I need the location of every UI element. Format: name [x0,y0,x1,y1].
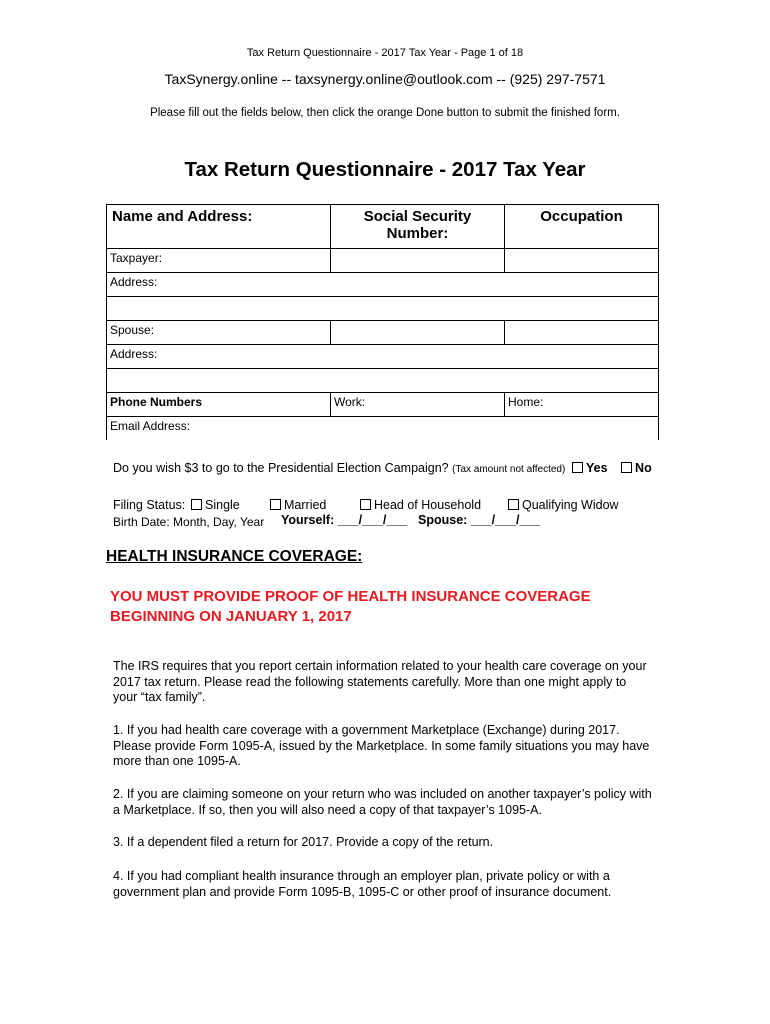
health-item-4: 4. If you had compliant health insurance through an employer plan, private policy or with a government plan and provide Form 1095-B, 1095-C or other proof of insurance document. [113,869,612,899]
married-label: Married [284,498,327,512]
election-yes-checkbox[interactable] [572,461,608,475]
email-field[interactable]: Email Address: [107,417,659,441]
taxpayer-field[interactable]: Taxpayer: [107,249,331,273]
spouse-field[interactable]: Spouse: [107,321,331,345]
name-address-header: Name and Address: [107,205,331,249]
taxpayer-address-field[interactable]: Address: [107,273,659,297]
checkbox-icon [572,462,583,473]
checkbox-icon [191,499,202,510]
health-item-3: 3. If a dependent filed a return for 2017. Provide a copy of the return. [113,835,494,849]
election-question-row [113,461,565,475]
occupation-header: Occupation [505,205,659,249]
qualifying-widow-label: Qualifying Widow [522,498,619,512]
proof-warning: YOU MUST PROVIDE PROOF OF HEALTH INSURANCE COVERAGE BEGINNING ON JANUARY 1, 2017 [110,588,591,625]
spouse-address-line2-field[interactable] [107,369,659,393]
spouse-ssn-field[interactable] [331,321,505,345]
health-intro-paragraph: The IRS requires that you report certain information related to your health care coverage on your 2017 tax return. Please read the following statements carefully. More than one might apply to your “tax family”. [113,659,647,704]
filing-hoh-checkbox[interactable] [360,498,481,512]
no-label: No [635,461,652,475]
filing-widow-checkbox[interactable] [508,498,619,512]
head-of-household-label: Head of Household [374,498,482,512]
instructions-text: Please fill out the fields below, then click the orange Done button to submit the finished form. [150,107,620,119]
personal-info-table [106,204,659,440]
phone-numbers-label: Phone Numbers [107,393,331,417]
health-item-1: 1. If you had health care coverage with a government Marketplace (Exchange) during 2017. Please provide Form 1095-A, issued by the Marketplace. In some family situations you may have more than one 1095-A. [113,723,650,768]
health-insurance-heading: HEALTH INSURANCE COVERAGE: [106,548,363,565]
page-header: Tax Return Questionnaire - 2017 Tax Year - Page 1 of 18 [246,47,524,59]
checkbox-icon [360,499,371,510]
work-phone-field[interactable]: Work: [331,393,505,417]
election-no-checkbox[interactable] [621,461,652,475]
health-item-2: 2. If you are claiming someone on your return who was included on another taxpayer’s policy with a Marketplace. If so, then you will also need a copy of that taxpayer’s 1095-A. [113,787,652,817]
filing-single-checkbox[interactable] [191,498,240,512]
election-note: (Tax amount not affected) [452,464,566,475]
birth-date-label: Birth Date: Month, Day, Year [113,515,265,529]
checkbox-icon [621,462,632,473]
taxpayer-ssn-field[interactable] [331,249,505,273]
spouse-occupation-field[interactable] [505,321,659,345]
spouse-birth-date-field[interactable]: Spouse: ___/___/___ [418,513,541,527]
filing-married-checkbox[interactable] [270,498,326,512]
yes-label: Yes [586,461,608,475]
yourself-birth-date-field[interactable]: Yourself: ___/___/___ [281,513,408,527]
checkbox-icon [270,499,281,510]
ssn-header: Social Security Number: [331,205,505,249]
election-question: Do you wish $3 to go to the Presidential Election Campaign? [113,461,449,475]
spouse-address-field[interactable]: Address: [107,345,659,369]
taxpayer-address-line2-field[interactable] [107,297,659,321]
single-label: Single [205,498,240,512]
page-title: Tax Return Questionnaire - 2017 Tax Year [184,158,586,181]
home-phone-field[interactable]: Home: [505,393,659,417]
checkbox-icon [508,499,519,510]
contact-line: TaxSynergy.online -- taxsynergy.online@outlook.com -- (925) 297-7571 [164,71,606,87]
taxpayer-occupation-field[interactable] [505,249,659,273]
filing-status-label: Filing Status: [113,498,186,512]
election-options [572,461,652,475]
